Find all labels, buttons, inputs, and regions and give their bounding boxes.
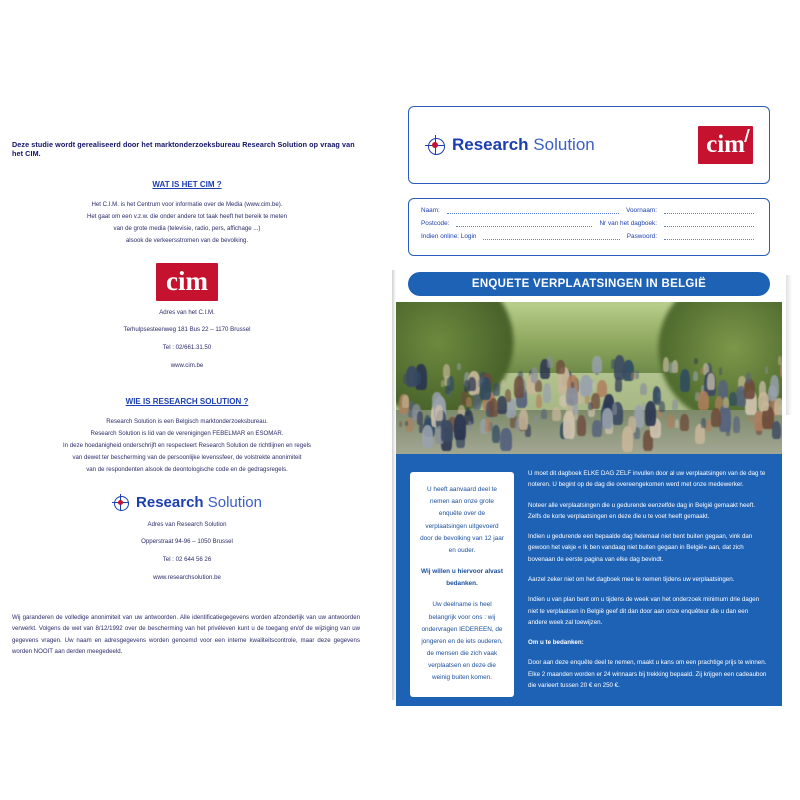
page-edge-shadow-right	[786, 275, 792, 415]
section-body-cim	[12, 199, 362, 247]
research-solution-address-block	[12, 519, 362, 584]
form-row-name[interactable]	[421, 207, 757, 214]
cim-address-title: Adres van het C.I.M.	[159, 308, 215, 316]
research-solution-logo	[12, 494, 362, 511]
page-edge-shadow	[392, 270, 396, 700]
instruction-3: Indien u gedurende een bepaalde dag helemaal niet bent buiten gegaan, vink dan gewoon het vakje « Ik ben vandaag niet buiten gegaan in België» aan, dat zich bovenaan de eerste pagina van elke dag bevindt.	[528, 533, 753, 563]
section-body-research-solution	[12, 416, 362, 475]
header-rs-logo-light: Solution	[533, 135, 595, 154]
rs-logo-light: Solution	[207, 493, 262, 511]
header-rs-logo-bold: Research	[452, 135, 529, 154]
instruction-2: Noteer alle verplaatsingen die u gedurende eenzelfde dag in België gemaakt heeft. Zelfs de korte verplaatsingen en deze die u te voet heeft gemaakt.	[528, 501, 756, 520]
instructions-text	[528, 468, 768, 691]
input-voornaam[interactable]	[664, 207, 754, 214]
input-paswoord[interactable]	[664, 233, 754, 240]
rs-body-line-5: van de respondenten alsook de deontologische code en de gedragsregels.	[86, 465, 288, 473]
crowd-photo	[396, 302, 782, 456]
header-card	[408, 106, 770, 184]
section-title-cim: WAT IS HET CIM ?	[152, 180, 222, 189]
rs-body-line-4: van dewet ter bescherming van de persoonlijke levenssfeer, de volstrekte anonimiteit	[72, 453, 302, 461]
instruction-reward-heading: Om u te bedanken:	[528, 639, 584, 647]
header-cim-logo	[698, 126, 753, 164]
callout-thanks: Wij willen u hiervoor alvast bedanken.	[421, 568, 503, 588]
label-voornaam: Voornaam:	[626, 207, 657, 214]
cim-body-line-4: alsook de verkeersstromen van de bevolking.	[125, 236, 249, 244]
right-page	[390, 106, 788, 706]
respondent-form[interactable]	[408, 198, 770, 256]
photo-crowd	[396, 354, 782, 440]
input-naam[interactable]	[447, 207, 619, 214]
form-row-login[interactable]	[421, 233, 757, 240]
label-nr-dagboek: Nr van het dagboek:	[599, 220, 657, 227]
cim-logo-text: cim	[156, 263, 218, 301]
privacy-legal-text: Wij garanderen de volledige anonimiteit van uw antwoorden. Alle identificatiegegevens worden afzonderlijk van uw antwoorden verwerkt. Volgens de wet van 8/12/1992 over de bescherming van het privéleven kunt u de toegang en/of de wijziging van uw gegevens vragen. Uw naam en adresgegevens worden gencemd voor een interne kwaliteitscontrole, maar deze gegevens worden NOOIT aan derden meegedeeld.	[12, 614, 360, 655]
left-page	[12, 140, 362, 589]
header-rs-logo-text	[452, 135, 595, 155]
instructions-panel	[396, 454, 782, 706]
instruction-1: U moet dit dagboek ELKE DAG ZELF invullen door al uw verplaatsingen van de dag te noteren. U begint op de dag die overeengekomen werd met onze medewerker.	[528, 470, 766, 489]
callout-paragraph-1: U heeft aanvaard deel te nemen aan onze grote enquête over de verplaatsingen uitgevoerd door de bevolking van 12 jaar en ouder.	[420, 486, 504, 554]
cim-website[interactable]: www.cim.be	[170, 361, 204, 369]
input-nr-dagboek[interactable]	[664, 220, 754, 227]
intro-line: Deze studie wordt gerealiseerd door het marktonderzoeksbureau Research Solution op vraag van het CIM.	[12, 140, 355, 158]
rs-body-line-1: Research Solution is een Belgisch marktonderzoeksbureau.	[106, 418, 268, 426]
label-postcode: Postcode:	[421, 220, 450, 227]
research-solution-logo-text	[136, 494, 262, 511]
section-title-research-solution: WIE IS RESEARCH SOLUTION ?	[125, 397, 249, 407]
cim-address-block	[12, 307, 362, 372]
rs-address-title: Adres van Research Solution	[147, 520, 227, 528]
rs-address-line-1: Opperstraat 94-96 – 1050 Brussel	[141, 538, 233, 546]
input-login[interactable]	[483, 233, 619, 240]
label-login: Indien online: Login	[421, 233, 477, 240]
instruction-reward-body: Door aan deze enquête deel te nemen, maakt u kans om een prachtige prijs te winnen. Elke 2 maanden worden er 24 winnaars bij trekking bepaald. Zij krijgen een cadeaubon die varieert tussen 20 € en 250 €.	[528, 659, 767, 689]
instruction-5: Indien u van plan bent om u tijdens de week van het onderzoek minimum drie dagen niet te verplaatsen in België geef dit dan door aan onze enquêteur die u dan een andere week zal toewijzen.	[528, 596, 760, 626]
rs-body-line-2: Research Solution is lid van de verenigingen FEBELMAR en ESOMAR.	[90, 430, 284, 438]
cim-address-line-1: Terhulpsesteenweg 181 Bus 22 – 1170 Brussel	[123, 326, 251, 334]
header-research-solution-logo	[425, 135, 595, 155]
header-cim-logo-text: cim	[706, 131, 745, 158]
input-postcode[interactable]	[456, 220, 592, 227]
rs-website[interactable]: www.researchsolution.be	[153, 573, 221, 581]
rs-logo-bold: Research	[136, 493, 204, 511]
label-paswoord: Paswoord:	[626, 233, 657, 240]
instruction-4: Aarzel zeker niet om het dagboek mee te nemen tijdens uw verplaatsingen.	[528, 575, 735, 583]
thankyou-callout	[410, 472, 514, 697]
target-crosshair-icon	[425, 135, 445, 155]
cim-body-line-1: Het C.I.M. is het Centrum voor informatie over de Media (www.cim.be).	[91, 201, 283, 208]
rs-address-line-2: Tel : 02 644 56 26	[162, 555, 212, 563]
target-crosshair-icon	[112, 494, 129, 511]
callout-paragraph-3: Uw deelname is heel belangrijk voor ons : wij ondervragen IEDEREEN, de jongeren en de iets ouderen, de mensen die zich vaak verplaatsen en deze die weinig buiten komen.	[421, 601, 503, 682]
label-naam: Naam:	[421, 207, 440, 214]
cim-logo	[156, 263, 218, 301]
cim-address-line-2: Tel : 02/661.31.50	[162, 343, 212, 351]
cim-body-line-2: Het gaat om een v.z.w. die onder andere tot taak heeft het bereik te meten	[86, 212, 288, 220]
cim-body-line-3: van de grote media (televisie, radio, pers, affichage ...)	[113, 224, 261, 232]
cim-logo-swash-icon	[733, 129, 750, 142]
form-row-postcode[interactable]	[421, 220, 757, 227]
rs-body-line-3: In deze hoedanigheid onderschrijft en respecteert Research Solution de richtlijnen en regels	[63, 441, 311, 449]
page-title: ENQUETE VERPLAATSINGEN IN BELGIË	[408, 272, 770, 296]
